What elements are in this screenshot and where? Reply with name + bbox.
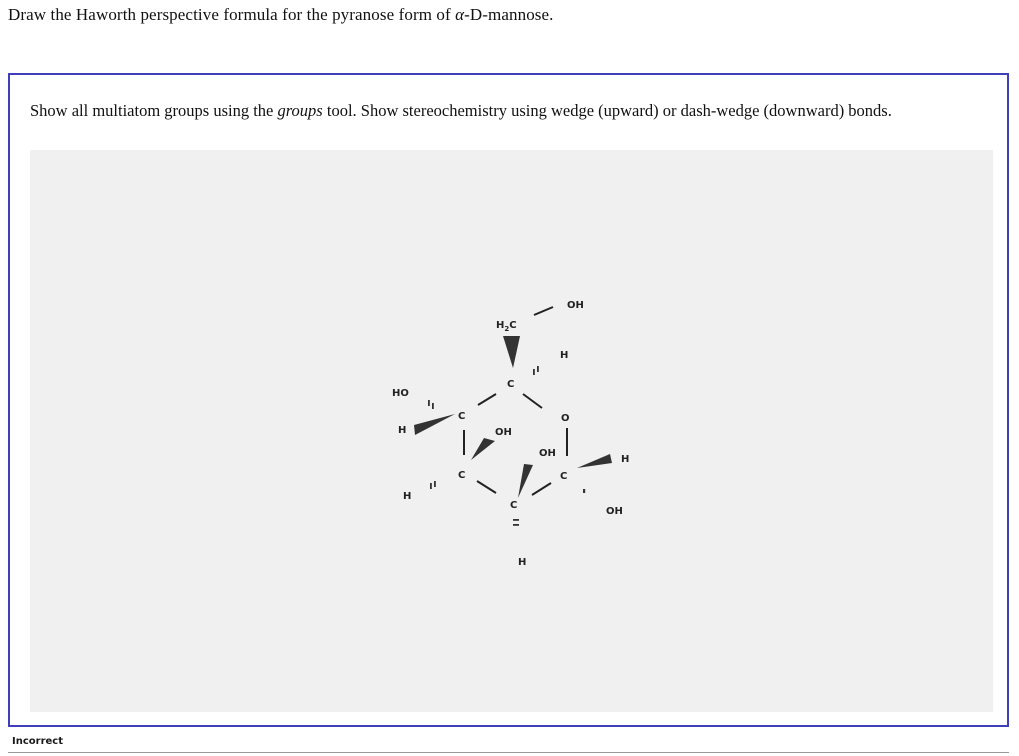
question-panel: [8, 73, 1009, 727]
atom-label-c1[interactable]: C: [560, 471, 568, 482]
atom-label-oh-c3[interactable]: OH: [495, 427, 512, 438]
instructions-part1: Show all multiatom groups using the: [30, 101, 278, 120]
atom-label-c5[interactable]: C: [507, 379, 515, 390]
bond-h2c-oh[interactable]: [534, 307, 553, 315]
atom-label-o-ring[interactable]: O: [561, 413, 570, 424]
molecule-drawing[interactable]: [30, 150, 993, 712]
dash-c5-h[interactable]: [533, 366, 539, 375]
wedge-c5-h2c[interactable]: [503, 336, 520, 368]
bond-c2-c1[interactable]: [532, 483, 551, 495]
wedge-c3-oh[interactable]: [471, 438, 495, 460]
atom-label-c4[interactable]: C: [458, 411, 466, 422]
bond-c3-c2[interactable]: [477, 481, 496, 493]
question-text-prefix: Draw the Haworth perspective formula for the pyranose form of: [8, 5, 456, 24]
wedge-c2-oh[interactable]: [518, 464, 533, 498]
status-bar: [8, 734, 1009, 753]
dash-c1-oh[interactable]: [583, 489, 585, 493]
atom-label-h-c3[interactable]: H: [403, 491, 412, 502]
dash-c4-ho[interactable]: [428, 400, 434, 409]
alpha-symbol: α: [455, 5, 465, 24]
status-incorrect-label: Incorrect: [12, 736, 63, 747]
atom-label-h-c5[interactable]: H: [560, 350, 569, 361]
atom-label-h-c4[interactable]: H: [398, 425, 407, 436]
dash-c3-h[interactable]: [430, 481, 436, 489]
h2c-h: H: [496, 320, 505, 331]
atom-label-c3[interactable]: C: [458, 470, 466, 481]
h2c-c: C: [509, 320, 517, 331]
wedge-c4-h[interactable]: [414, 414, 455, 435]
atom-label-c2[interactable]: C: [510, 500, 518, 511]
instructions-part2: tool. Show stereochemistry using wedge (upward) or dash-wedge (downward) bonds.: [322, 101, 892, 120]
dash-c2-h[interactable]: [513, 519, 519, 526]
atom-label-oh-c1[interactable]: OH: [539, 448, 556, 459]
h2c-subscript: 2: [504, 325, 510, 333]
bond-c4-c5[interactable]: [478, 394, 496, 405]
question-text-suffix: -D-mannose.: [464, 5, 554, 24]
atom-label-ho-c4[interactable]: HO: [392, 388, 409, 399]
atom-label-h2c[interactable]: [496, 320, 517, 333]
bond-c5-o[interactable]: [523, 394, 542, 408]
drawing-canvas[interactable]: [30, 150, 993, 712]
instructions-text: [30, 97, 930, 125]
atom-label-h-c1[interactable]: H: [621, 454, 630, 465]
atom-label-oh-top[interactable]: OH: [567, 300, 584, 311]
wedge-c1-h[interactable]: [577, 454, 612, 468]
atom-label-oh-c1-down[interactable]: OH: [606, 506, 623, 517]
groups-tool-word: groups: [277, 101, 323, 120]
atom-label-h-c2[interactable]: H: [518, 557, 527, 568]
question-prompt: [8, 5, 554, 25]
